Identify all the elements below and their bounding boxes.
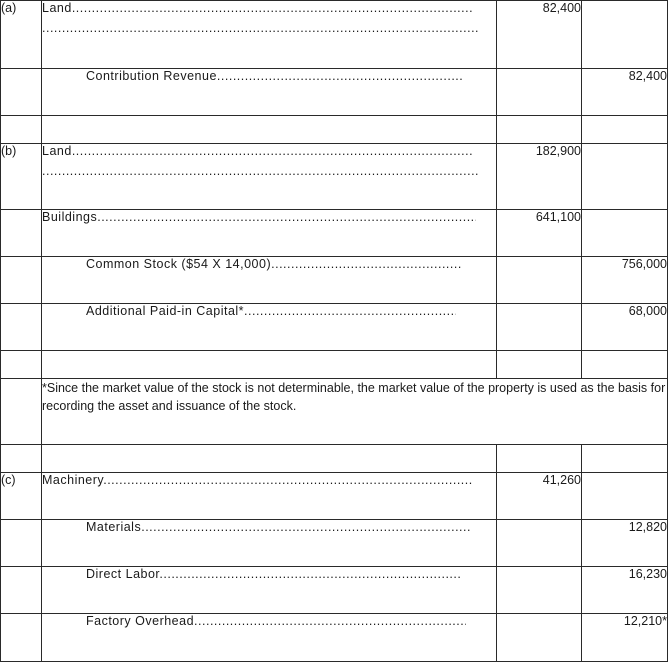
account-contribution-revenue: Contribution Revenue ..... <box>42 69 497 116</box>
spacer-row <box>1 445 668 473</box>
spacer-row <box>1 116 668 144</box>
table-row <box>1 473 668 520</box>
table-row <box>1 1 668 69</box>
account-direct-labor: Direct Labor ..... <box>42 567 497 614</box>
credit-materials: 12,820 <box>582 520 668 567</box>
account-additional-paid-in-capital: Additional Paid-in Capital* ..... <box>42 304 497 351</box>
account-common-stock: Common Stock ($54 X 14,000) ..... <box>42 257 497 304</box>
account-factory-overhead: Factory Overhead ..... <box>42 614 497 662</box>
account-land-a: Land ..... ..... <box>42 1 497 69</box>
entry-label-b: (b) <box>1 144 42 210</box>
credit-additional-paid-in-capital: 68,000 <box>582 304 668 351</box>
entry-label-c: (c) <box>1 473 42 520</box>
debit-machinery: 41,260 <box>497 473 582 520</box>
spacer-row <box>1 351 668 379</box>
credit-factory-overhead: 12,210* <box>582 614 668 662</box>
credit-common-stock: 756,000 <box>582 257 668 304</box>
account-land-b: Land ..... ..... <box>42 144 497 210</box>
footnote: *Since the market value of the stock is not determinable, the market value of the property is used as the basis for recording the asset and issuance of the stock. <box>42 379 668 445</box>
table-row <box>1 257 668 304</box>
account-buildings: Buildings ..... <box>42 210 497 257</box>
table-row <box>1 69 668 116</box>
credit-contribution-revenue: 82,400 <box>582 69 668 116</box>
table-row <box>1 210 668 257</box>
table-row <box>1 614 668 662</box>
account-materials: Materials ..... <box>42 520 497 567</box>
debit-buildings: 641,100 <box>497 210 582 257</box>
credit-empty <box>582 1 668 69</box>
table-row <box>1 567 668 614</box>
account-machinery: Machinery ..... <box>42 473 497 520</box>
table-row <box>1 379 668 445</box>
table-row <box>1 520 668 567</box>
table-row <box>1 144 668 210</box>
debit-land-b: 182,900 <box>497 144 582 210</box>
debit-land-a: 82,400 <box>497 1 582 69</box>
credit-direct-labor: 16,230 <box>582 567 668 614</box>
table-row <box>1 304 668 351</box>
entry-label-a: (a) <box>1 1 42 69</box>
